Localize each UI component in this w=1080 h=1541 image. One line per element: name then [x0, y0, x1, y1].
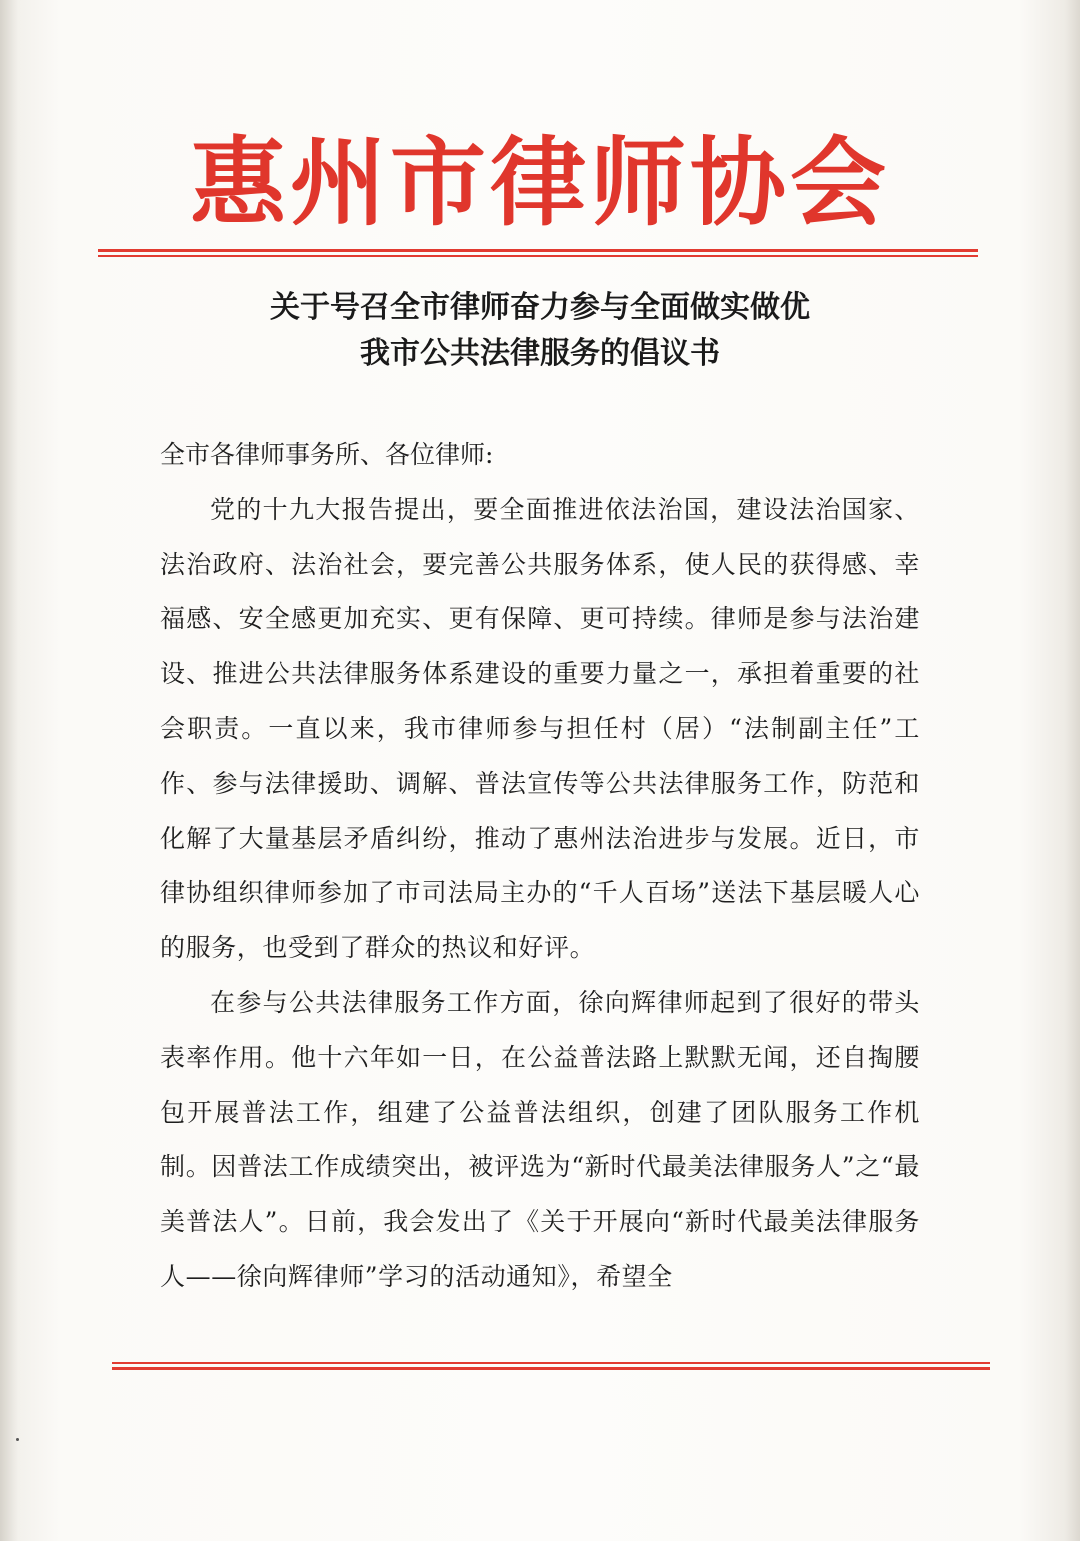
document-title-line-1: 关于号召全市律师奋力参与全面做实做优 — [270, 290, 810, 325]
body-paragraph-1: 党的十九大报告提出，要全面推进依法治国，建设法治国家、法治政府、法治社会，要完善公共服务体系，使人民的获得感、幸福感、安全感更加充实、更有保障、更可持续。律师是参与法治建设、推进公共法律服务体系建设的重要力量之一，承担着重要的社会职责。一直以来，我市律师参与担任村（居）“法制副主任”工作、参与法律援助、调解、普法宣传等公共法律服务工作，防范和化解了大量基层矛盾纠纷，推动了惠州法治进步与发展。近日，市律协组织律师参加了市司法局主办的“千人百场”送法下基层暖人心的服务，也受到了群众的热议和好评。 — [160, 494, 920, 963]
footer-rule-thin — [112, 1362, 990, 1364]
footer-red-rule — [112, 1362, 990, 1371]
letterhead-org-name: 惠州市律师协会 — [190, 126, 890, 239]
red-rule-thin — [98, 255, 978, 257]
salutation: 全市各律师事务所、各位律师: — [160, 440, 494, 469]
letterhead-red-rule — [98, 249, 978, 257]
footer-rule-thick — [112, 1367, 990, 1370]
red-rule-thick — [98, 249, 978, 252]
paper-speck — [16, 1438, 19, 1441]
document-title — [120, 285, 960, 377]
document-body — [160, 428, 920, 1305]
body-paragraph-2: 在参与公共法律服务工作方面，徐向辉律师起到了很好的带头表率作用。他十六年如一日，在公益普法路上默默无闻，还自掏腰包开展普法工作，组建了公益普法组织，创建了团队服务工作机制。因普法工作成绩突出，被评选为“新时代最美法律服务人”之“最美普法人”。日前，我会发出了《关于开展向“新时代最美法律服务人——徐向辉律师”学习的活动通知》，希望全 — [160, 987, 920, 1291]
document-title-line-2: 我市公共法律服务的倡议书 — [360, 336, 720, 371]
